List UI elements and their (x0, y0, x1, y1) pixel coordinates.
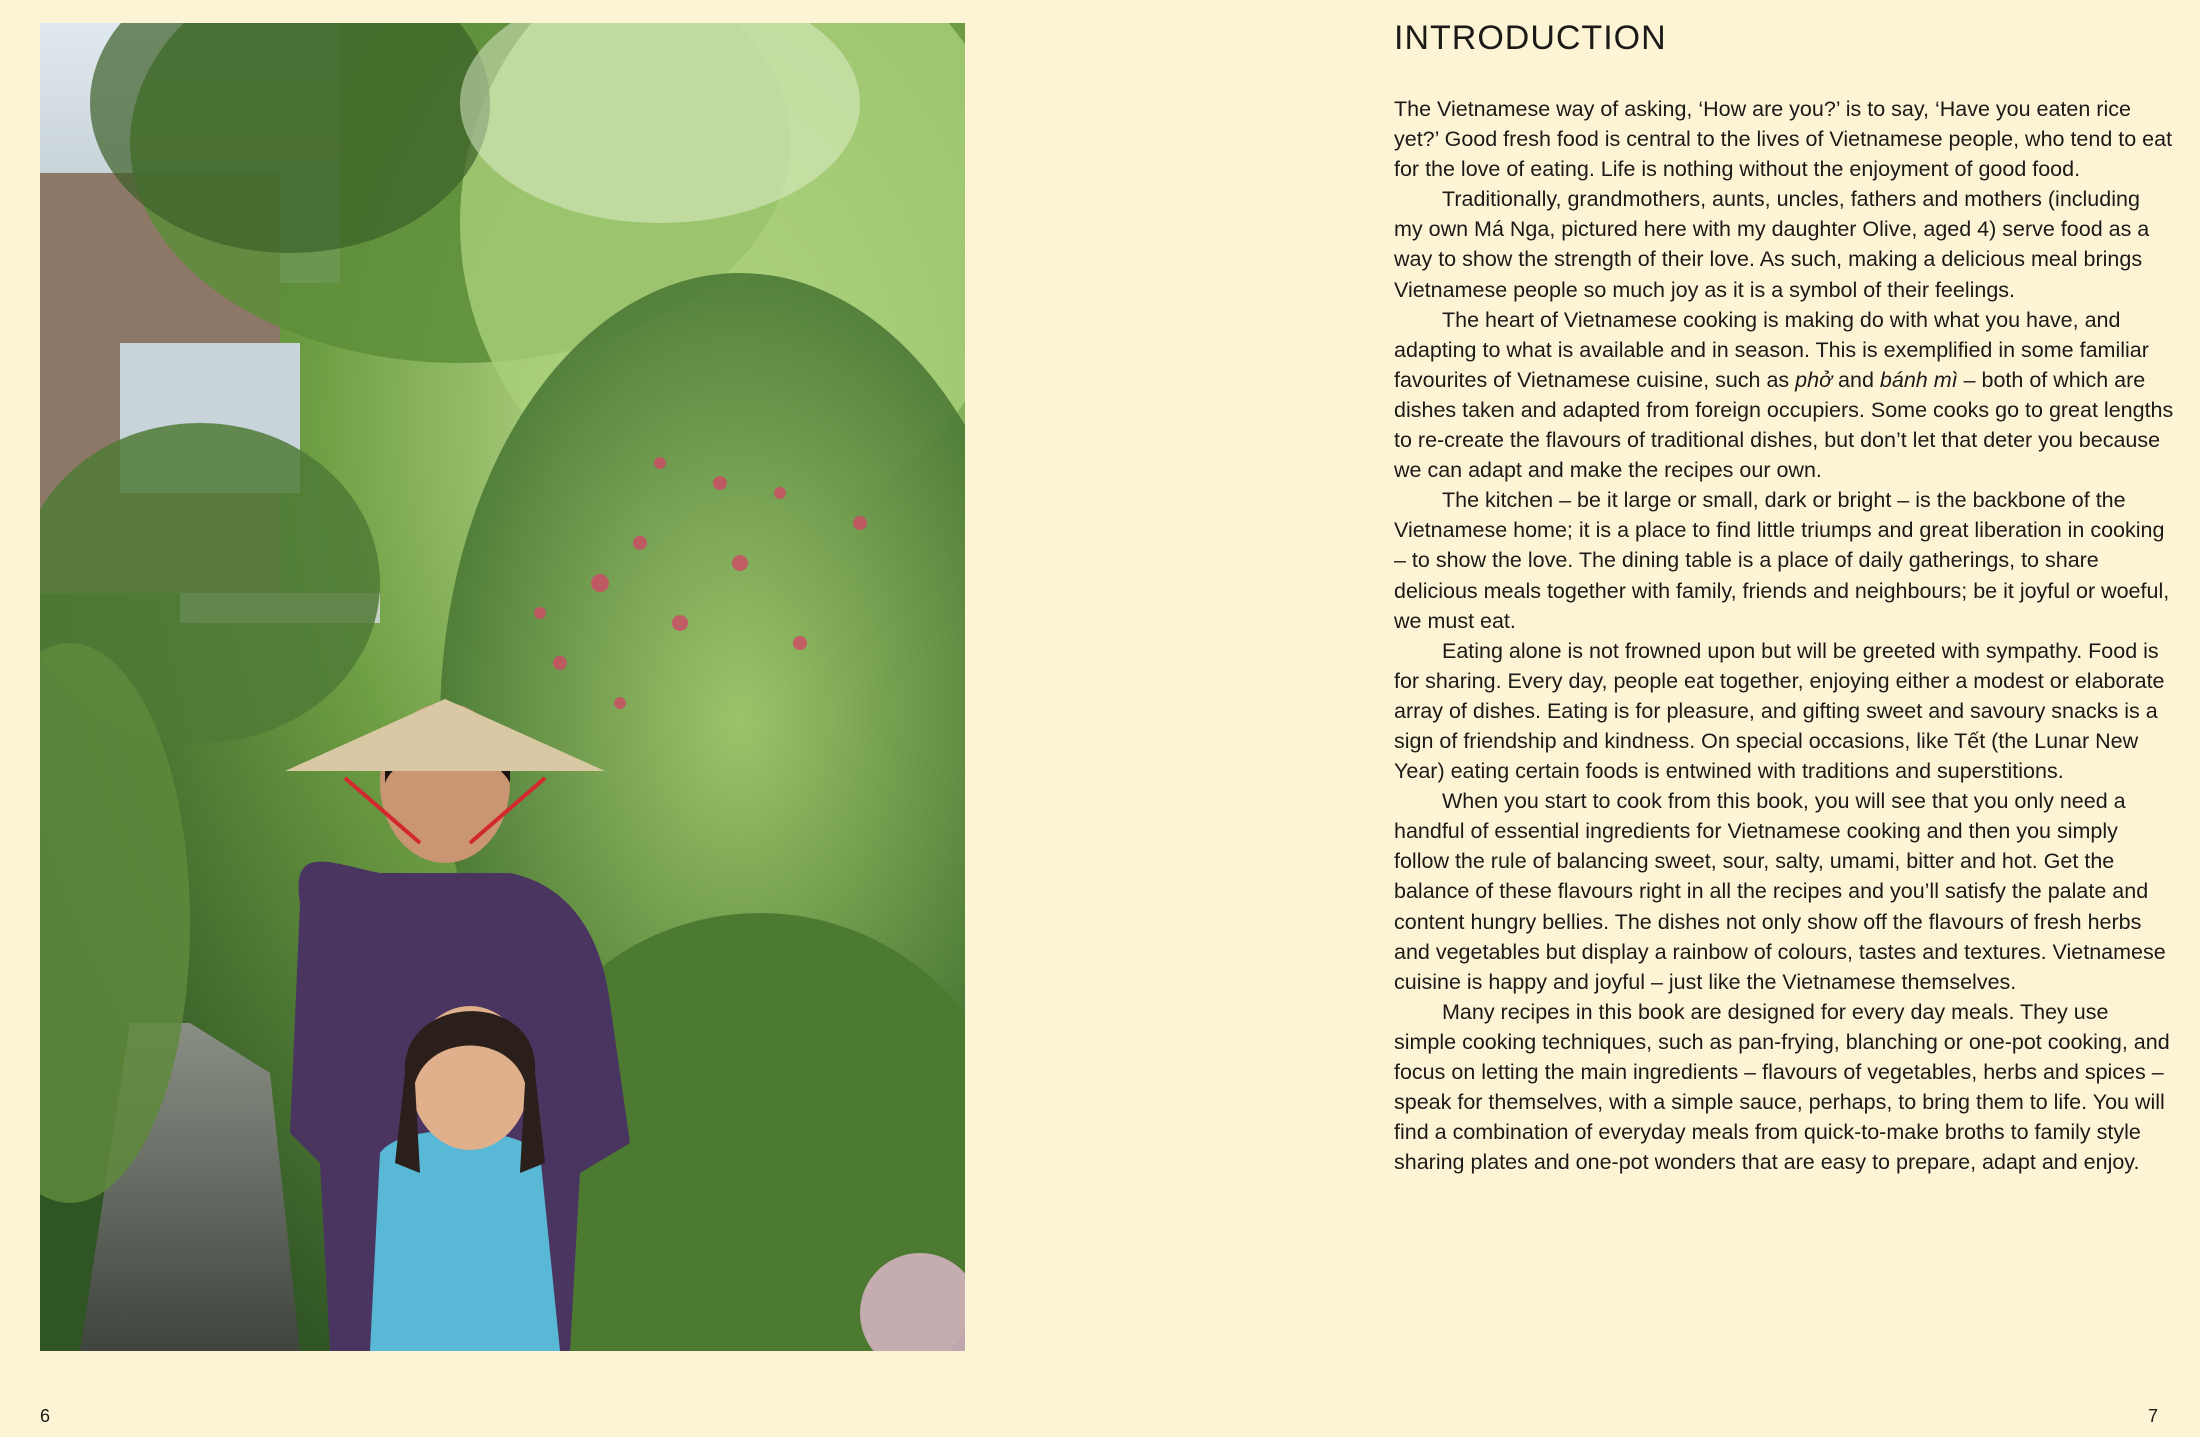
paragraph-3-text-b: – both of which are dishes taken and adapted from foreign occupiers. Some cooks go to great lengths to re-create the flavours of traditional dishes, but don’t let that deter you because we can adapt and make the recipes our own. (1394, 367, 2174, 483)
paragraph-5: Eating alone is not frowned upon but will be greeted with sympathy. Food is for sharing. Every day, people eat together, enjoying either a modest or elaborate array of dishes. Eating is for pleasure, and gifting sweet and savoury snacks is a sign of friendship and kindness. On special occasions, like Tết (the Lunar New Year) eating certain foods is entwined with traditions and superstitions. (1394, 638, 2165, 784)
photo-illustration (40, 23, 965, 1351)
introduction-text-column (1394, 18, 2174, 1177)
garden-portrait-photo (40, 23, 965, 1351)
paragraph-7: Many recipes in this book are designed for every day meals. They use simple cooking techniques, such as pan-frying, blanching or one-pot cooking, and focus on letting the main ingredients – flavours of vegetables, herbs and spices – speak for themselves, with a simple sauce, perhaps, to bring them to life. You will find a combination of everyday meals from quick-to-make broths to family style sharing plates and one-pot wonders that are easy to prepare, adapt and enjoy. (1394, 999, 2170, 1175)
left-page-number: 6 (40, 1406, 51, 1426)
paragraph-6: When you start to cook from this book, you will see that you only need a handful of essential ingredients for Vietnamese cooking and then you simply follow the rule of balancing sweet, sour, salty, umami, bitter and hot. Get the balance of these flavours right in all the recipes and you’ll satisfy the palate and content hungry bellies. The dishes not only show off the flavours of fresh herbs and vegetables but display a rainbow of colours, tastes and textures. Vietnamese cuisine is happy and joyful – just like the Vietnamese themselves. (1394, 789, 2166, 994)
paragraph-3-text-a: The heart of Vietnamese cooking is making do with what you have, and adapting to what is available and in season. This is exemplified in some familiar favourites of Vietnamese cuisine, such as (1394, 307, 2149, 392)
pho-term: phở (1795, 367, 1833, 392)
paragraph-3-and: and (1832, 367, 1880, 392)
paragraph-1: The Vietnamese way of asking, ‘How are you?’ is to say, ‘Have you eaten rice yet?’ Good fresh food is central to the lives of Vietnamese people, who tend to eat for the love of eating. Life is nothing without the enjoyment of good food. (1394, 97, 2173, 182)
paragraph-3 (1394, 305, 2174, 486)
banh-mi-term: bánh mì (1879, 367, 1958, 392)
paragraph-2: Traditionally, grandmothers, aunts, uncles, fathers and mothers (including my own Má Nga, pictured here with my daughter Olive, aged 4) serve food as a way to show the strength of their love. As such, making a delicious meal brings Vietnamese people so much joy as it is a symbol of their feelings. (1394, 187, 2150, 302)
right-page-number: 7 (2148, 1406, 2159, 1426)
body-text (1394, 94, 2174, 1177)
chapter-heading: INTRODUCTION (1394, 19, 1667, 57)
paragraph-4: The kitchen – be it large or small, dark or bright – is the backbone of the Vietnamese home; it is a place to find little triumps and great liberation in cooking – to show the love. The dining table is a place of daily gatherings, to share delicious meals together with family, friends and neighbours; be it joyful or woeful, we must eat. (1394, 488, 2170, 633)
